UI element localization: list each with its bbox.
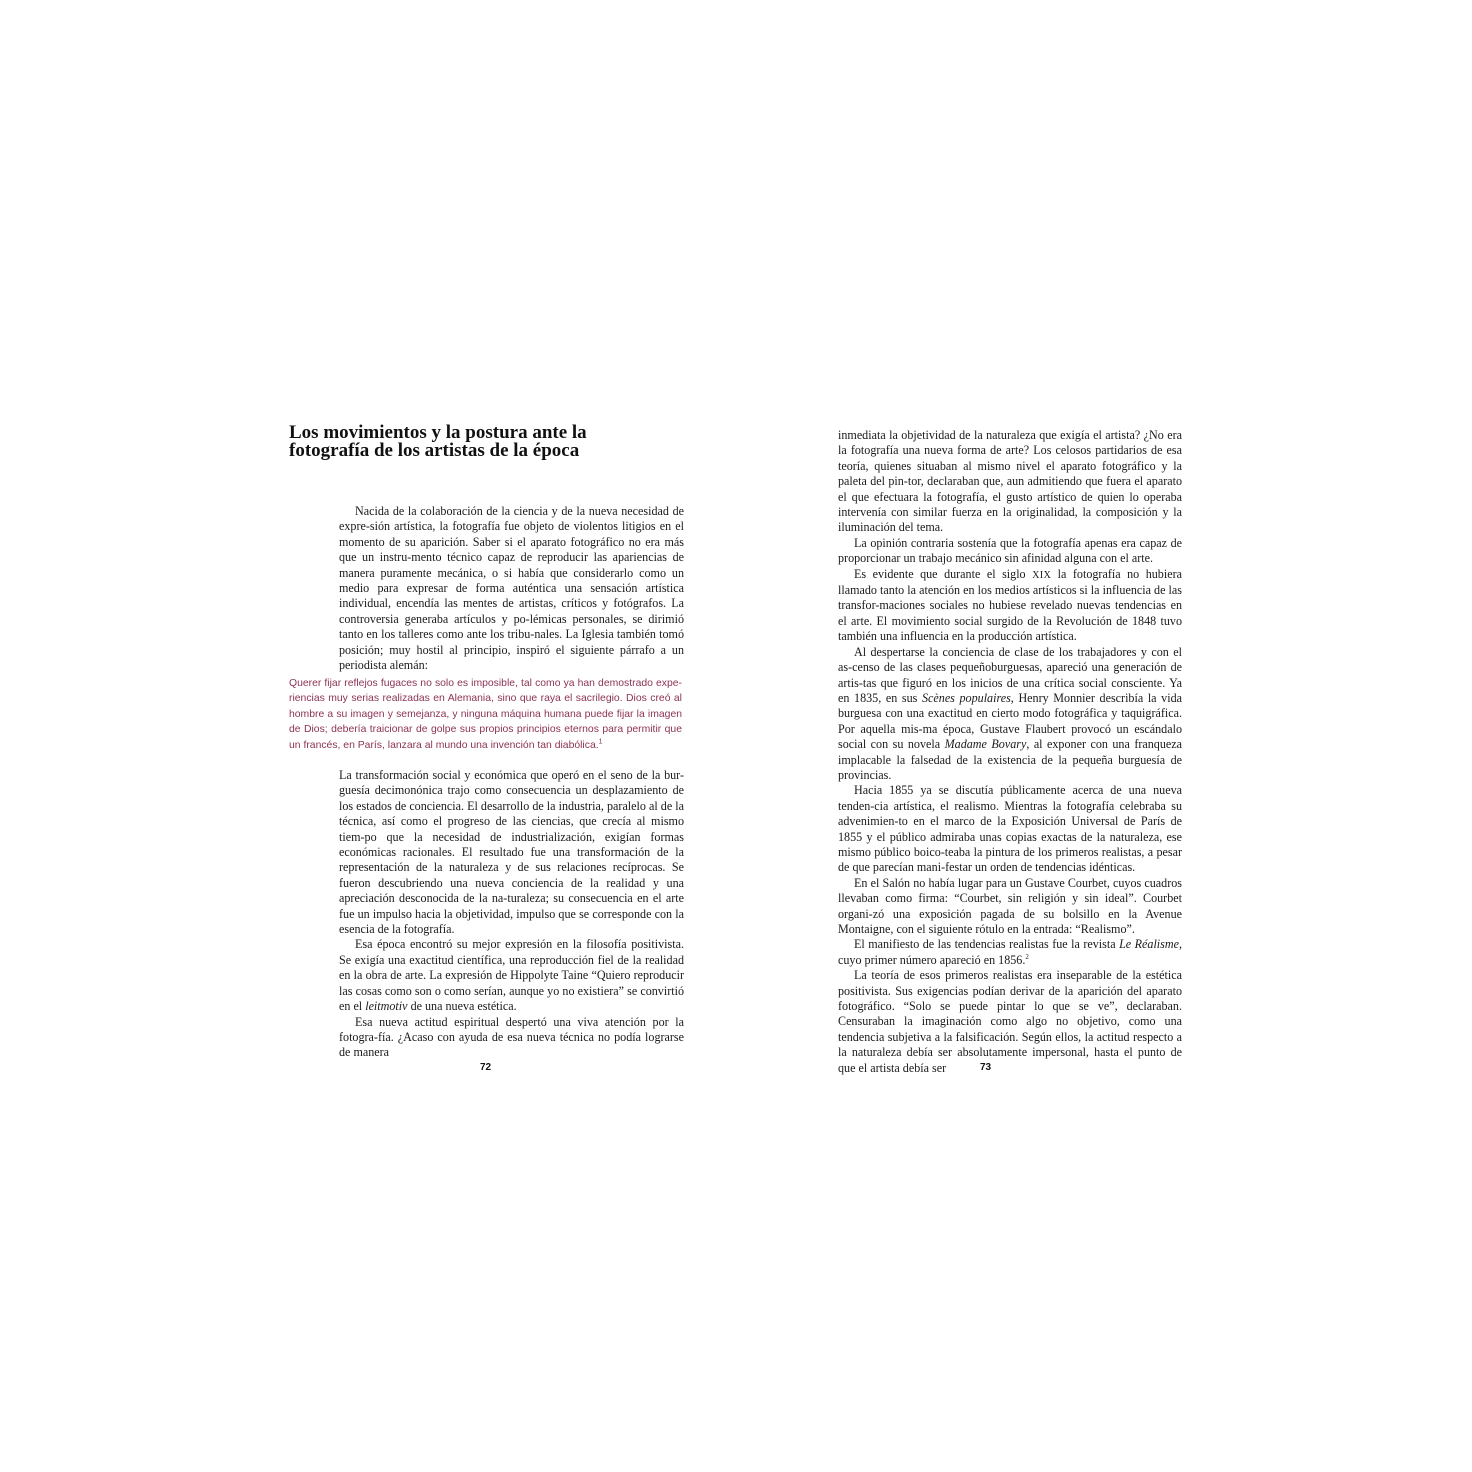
right-body — [838, 428, 1182, 1076]
right-paragraph-2: La opinión contraria sostenía que la fotografía apenas era capaz de proporcionar un trabajo mecánico sin afinidad alguna con el arte. — [838, 535, 1182, 566]
chapter-title: Los movimientos y la postura ante la fotografía de los artistas de la época — [289, 422, 587, 461]
footnote-marker-1: 1 — [598, 738, 603, 746]
right-paragraph-3 — [838, 567, 1182, 645]
right-paragraph-6: En el Salón no había lugar para un Gustave Courbet, cuyos cuadros llevaban como firma: “Courbet, sin religión y sin ideal”. Courbet organi-zó una exposición pagada de su bolsillo en la Avenue Montaigne, con el siguiente rótulo en la entrada: “Realismo”. — [838, 875, 1182, 936]
quote-text: Querer fijar reflejos fugaces no solo es imposible, tal como ya han demostrado expe-riencias muy serias realizadas en Alemania, sino que raya el sacrilegio. Dios creó al hombre a su imagen y semejanza, y ninguna máquina humana puede fijar la imagen de Dios; debería traicionar de golpe sus propios principios eternos para permitir que un francés, en París, lanzara al mundo una invención tan diabólica. — [289, 678, 682, 751]
footnote-marker-2: 2 — [1025, 952, 1029, 961]
left-body-main — [339, 768, 684, 1061]
left-paragraph-3-text-a: Esa época encontró su mejor expresión en la filosofía positivista. Se exigía una exactitud científica, una reproducción fiel de la realidad en la obra de arte. La expresión de Hippolyte Taine “Quiero reproducir las cosas como son o como serían, aunque yo no existiera” se convirtió en el — [339, 937, 684, 1014]
right-paragraph-4-text-b: Henry Monnier describía la vida burguesa con una exactitud en cierto modo fotográfica y taquigráfica. Por aquella mis-ma época, Gustave Flaubert provocó un escándalo social con su novela — [838, 690, 1182, 752]
right-paragraph-8: La teoría de esos primeros realistas era inseparable de la estética positivista. Sus exigencias podían derivar de la aparición del aparato fotográfico. “Solo se puede pintar lo que se ve”, declaraban. Censuraban la imaginación como algo no objetivo, como una tendencia subjetiva a la falsificación. Según ellos, la actitud respecto a la naturaleza debía ser absolutamente impersonal, hasta el punto de que el artista debía ser — [838, 968, 1182, 1075]
left-body-intro — [339, 504, 684, 673]
right-paragraph-5: Hacia 1855 ya se discutía públicamente acerca de una nueva tenden-cia artística, el realismo. Mientras la fotografía celebraba su advenimien-to en el marco de la Exposición Universal de París de 1855 y el público admiraba unas copias exactas de la naturaleza, ese mismo público boico-teaba la pintura de los primeros realistas, a pesar de que parecían mani-festar un orden de tendencias idénticas. — [838, 783, 1182, 875]
right-paragraph-7-text-b: cuyo primer número apareció en 1856. — [838, 952, 1026, 967]
block-quote — [289, 676, 682, 753]
left-paragraph-3-italic: leitmotiv — [365, 999, 408, 1014]
right-paragraph-7-italic: Le Réalisme, — [1119, 937, 1182, 952]
right-paragraph-4-italic-2: Madame Bovary — [944, 737, 1027, 752]
left-paragraph-4: Esa nueva actitud espiritual despertó una viva atención por la fotogra-fía. ¿Acaso con ayuda de esa nueva técnica no podía lograrse de manera — [339, 1014, 684, 1060]
right-paragraph-4-text-c: , al exponer con una franqueza implacable la falsedad de la existencia de la pequeña burguesía de provincias. — [838, 737, 1182, 782]
left-paragraph-3 — [339, 937, 684, 1014]
right-paragraph-1: inmediata la objetividad de la naturaleza que exigía el artista? ¿No era la fotografía una nueva forma de arte? Los celosos partidarios de esa teoría, quienes situaban al mismo nivel el aparato fotográfico y la paleta del pin-tor, declaraban que, aun admitiendo que fuera el aparato el que efectuara la fotografía, el gusto artístico de quien lo operaba intervenía con similar fuerza en la originalidad, la composición y la iluminación del tema. — [838, 428, 1182, 535]
right-paragraph-3-text-a: Es evidente que durante el siglo — [854, 566, 1026, 581]
page-number-left: 72 — [480, 1062, 492, 1073]
left-paragraph-3-text-b: de una nueva estética. — [410, 999, 517, 1014]
left-paragraph-2: La transformación social y económica que operó en el seno de la bur-guesía decimonónica trajo como consecuencia un desplazamiento de los estados de conciencia. El desarrollo de la industria, paralelo al de la técnica, así como el progreso de las ciencias, que crecía al mismo tiem-po que la necesidad de industrialización, exigían formas económicas racionales. El resultado fue una transformación de la representación de la naturaleza y de sus relaciones recíprocas. Se fueron descubriendo una nueva conciencia de la realidad y una apreciación desconocida de la na-turaleza; su consecuencia en el arte fue un impulso hacia la objetividad, impulso que se corresponde con la esencia de la fotografía. — [339, 768, 684, 937]
right-paragraph-4 — [838, 645, 1182, 784]
century-numeral: XIX — [1032, 569, 1052, 581]
right-paragraph-4-italic-1: Scènes populaires, — [921, 690, 1014, 705]
right-paragraph-7 — [838, 937, 1182, 968]
right-paragraph-3-text-b: la fotografía no hubiera llamado tanto la atención en los medios artísticos si la influencia de las transfor-maciones sociales no hubiese revelado nuevas tendencias en el arte. El movimiento social surgido de la Revolución de 1848 tuvo también una influencia en la producción artística. — [838, 566, 1182, 644]
page-number-right: 73 — [980, 1062, 992, 1073]
right-paragraph-4-text-a: Al despertarse la conciencia de clase de los trabajadores y con el as-censo de las clases pequeñoburguesas, apareció una generación de artis-tas que figuró en los inicios de una crítica social consciente. Ya en 1835, en sus — [838, 644, 1182, 705]
left-paragraph-1: Nacida de la colaboración de la ciencia y de la nueva necesidad de expre-sión artística, la fotografía fue objeto de violentos litigios en el momento de su aparición. Saber si el aparato fotográfico no era más que un instru-mento técnico capaz de reproducir las apariencias de manera puramente mecánica, o si había que considerarlo como un medio para expresar de forma auténtica una sensación artística individual, encendía las mentes de artistas, críticos y fotógrafos. La controversia generaba artículos y po-lémicas personales, se dirimió tanto en los talleres como ante los tribu-nales. La Iglesia también tomó posición; muy hostil al principio, inspiró el siguiente párrafo a un periodista alemán: — [339, 504, 684, 673]
right-paragraph-7-text-a: El manifiesto de las tendencias realistas fue la revista — [854, 937, 1116, 952]
